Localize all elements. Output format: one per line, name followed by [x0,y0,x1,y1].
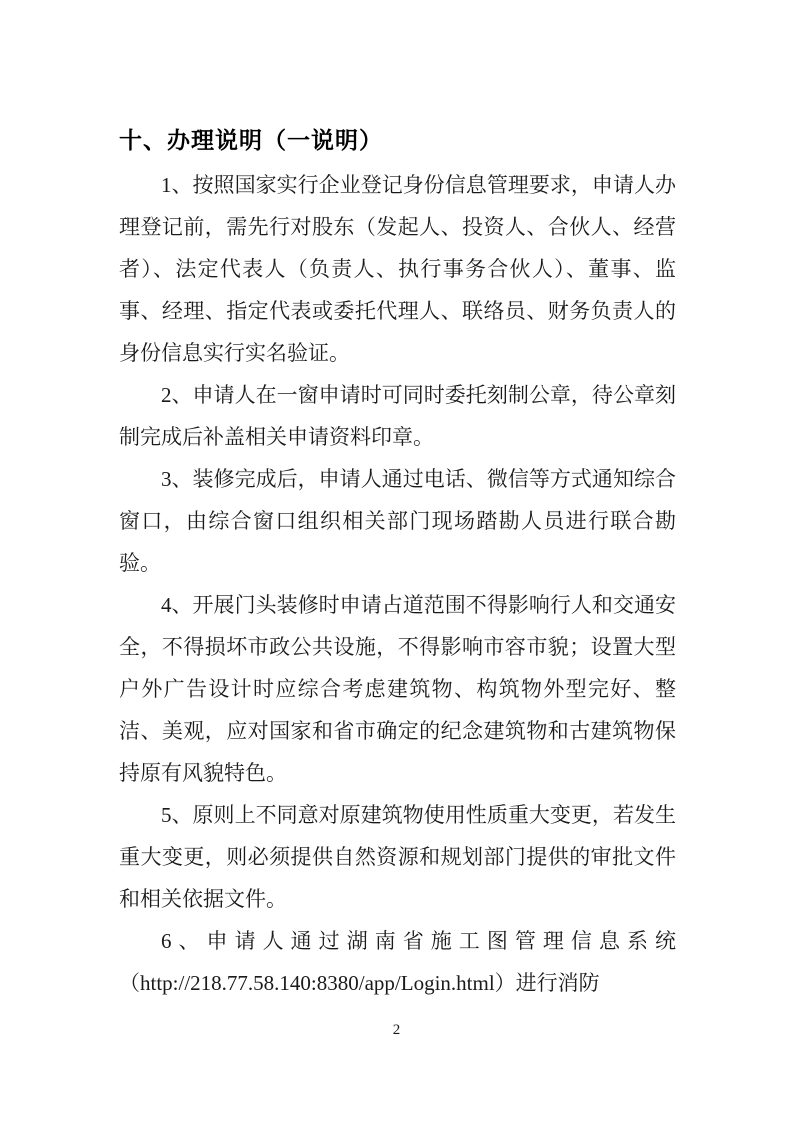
paragraph-identity-verification: 1、按照国家实行企业登记身份信息管理要求，申请人办理登记前，需先行对股东（发起人、投资人、合伙人、经营者）、法定代表人（负责人、执行事务合伙人）、董事、监事、经理、指定代表或委托代理人、联络员、财务负责人的身份信息实行实名验证。 [119,173,676,365]
paragraph-site-inspection: 3、装修完成后，申请人通过电话、微信等方式通知综合窗口，由综合窗口组织相关部门现场踏勘人员进行联合勘验。 [119,467,676,575]
paragraph-fire-system-url: 6、申请人通过湖南省施工图管理信息系统（http://218.77.58.140:8380/app/Login.html）进行消防 [119,929,676,995]
paragraph-seal-engraving: 2、申请人在一窗申请时可同时委托刻制公章，待公章刻制完成后补盖相关申请资料印章。 [119,383,676,449]
paragraph-renovation-rules: 4、开展门头装修时申请占道范围不得影响行人和交通安全，不得损坏市政公共设施，不得影响市容市貌；设置大型户外广告设计时应综合考虑建筑物、构筑物外型完好、整洁、美观，应对国家和省市确定的纪念建筑物和古建筑物保持原有风貌特色。 [119,593,676,785]
paragraph-usage-change: 5、原则上不同意对原建筑物使用性质重大变更，若发生重大变更，则必须提供自然资源和规划部门提供的审批文件和相关依据文件。 [119,803,676,911]
document-body [119,127,676,1004]
section-heading: 十、办理说明（一说明） [119,127,383,153]
page-number: 2 [392,1022,401,1038]
